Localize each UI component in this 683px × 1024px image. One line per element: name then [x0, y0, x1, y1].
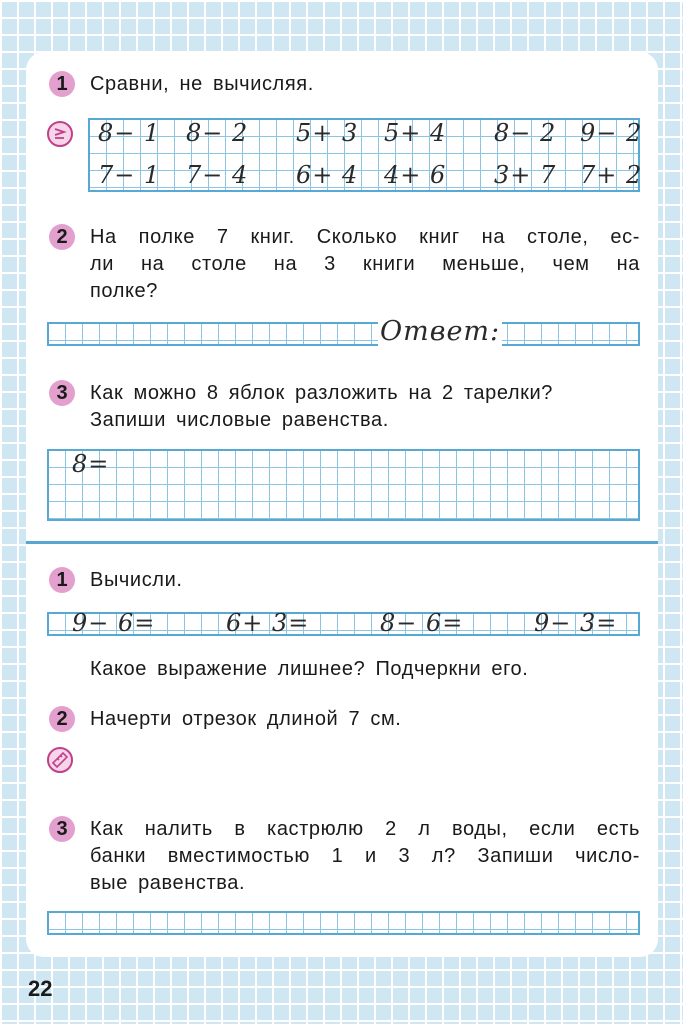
- task-text: [90, 224, 640, 305]
- task-text: [90, 380, 640, 434]
- task-number: 1: [49, 567, 75, 593]
- task-text-line: полке?: [90, 280, 159, 302]
- expression: 5+ 3: [296, 119, 359, 147]
- expression: 8− 1: [98, 119, 161, 147]
- task-text-line: вые равенства.: [90, 872, 246, 894]
- task-text-line: банки вместимостью 1 и 3 л? Запиши число-: [90, 845, 640, 867]
- question-text: Какое выражение лишнее? Подчеркни его.: [90, 658, 529, 680]
- expression: 9− 2: [580, 119, 643, 147]
- expression: 8− 6=: [380, 609, 464, 637]
- task-text-line: ли на столе на 3 книги меньше, чем на: [90, 253, 640, 275]
- expression: 8− 2: [494, 119, 557, 147]
- ruler-icon: [47, 747, 73, 773]
- expression: 7− 4: [186, 161, 249, 189]
- task-number: 2: [49, 706, 75, 732]
- expression: 8− 2: [186, 119, 249, 147]
- task-number: 3: [49, 380, 75, 406]
- compare-grid[interactable]: [88, 118, 643, 192]
- task-number: 3: [49, 816, 75, 842]
- task-text: Начерти отрезок длиной 7 см.: [90, 708, 402, 730]
- expression: 3+ 7: [494, 161, 557, 189]
- expression: 9− 6=: [72, 609, 156, 637]
- task-text: [90, 816, 640, 897]
- task-text-line: Как налить в кастрюлю 2 л воды, если есть: [90, 818, 640, 840]
- task-number: 1: [49, 71, 75, 97]
- expression: 7+ 2: [580, 161, 643, 189]
- equations-grid[interactable]: [47, 449, 640, 521]
- answer-label: Ответ:: [380, 316, 501, 347]
- equation-start: 8=: [72, 450, 110, 478]
- expression: 7− 1: [98, 161, 161, 189]
- expression: 6+ 3=: [226, 609, 310, 637]
- page-number: 22: [28, 976, 53, 1001]
- expression: 9− 3=: [534, 609, 618, 637]
- task-text-line: Запиши числовые равенства.: [90, 409, 389, 431]
- expression: 5+ 4: [384, 119, 447, 147]
- task-number: 2: [49, 224, 75, 250]
- task-text: Сравни, не вычисляя.: [90, 73, 314, 95]
- answer-grid[interactable]: [47, 322, 640, 346]
- task-text: Вычисли.: [90, 569, 183, 591]
- task-text-line: Как можно 8 яблок разложить на 2 тарелки?: [90, 382, 554, 404]
- section-divider: [26, 541, 658, 544]
- expression: 4+ 6: [384, 161, 447, 189]
- task-text-line: На полке 7 книг. Сколько книг на столе, ес-: [90, 226, 640, 248]
- compare-icon: [47, 121, 73, 147]
- answer-grid[interactable]: [47, 911, 640, 935]
- expression: 6+ 4: [296, 161, 359, 189]
